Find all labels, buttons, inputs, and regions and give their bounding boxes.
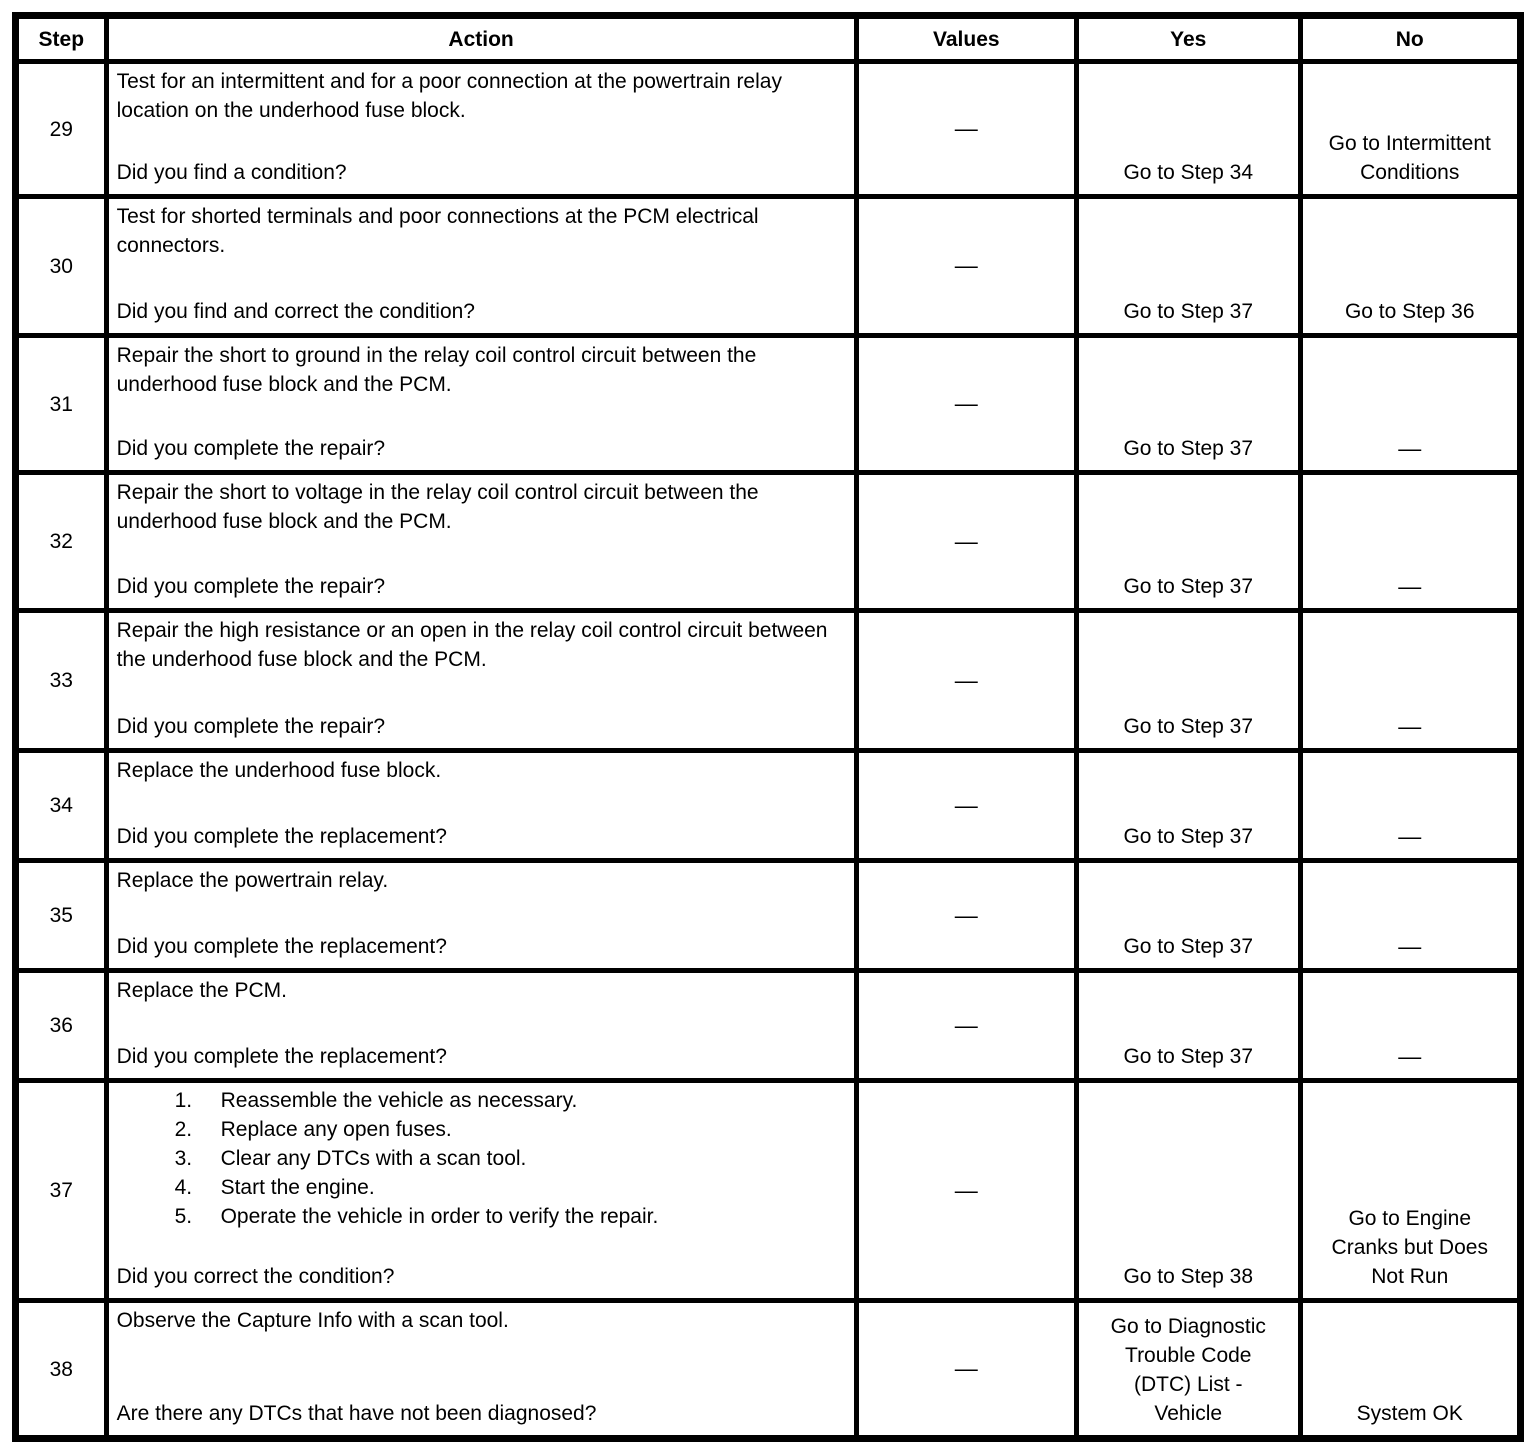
no-text: System OK (1356, 1402, 1463, 1425)
list-item-text: Start the engine. (220, 1176, 375, 1199)
no-cell (1300, 751, 1521, 861)
values-cell (856, 971, 1076, 1081)
step-number: 34 (49, 794, 73, 817)
step-cell (16, 197, 107, 336)
list-item (117, 1202, 850, 1231)
action-question: Did you complete the repair? (116, 437, 386, 460)
action-text: Replace the underhood fuse block. (116, 759, 442, 782)
header-row (16, 16, 1521, 62)
step-cell (16, 611, 107, 751)
list-item (117, 1144, 850, 1173)
action-text: Test for shorted terminals and poor connections at the PCM electrical connectors. (116, 205, 759, 257)
list-item-number: 5. (174, 1205, 193, 1228)
table-row-step-29 (16, 62, 1521, 197)
step-cell (16, 751, 107, 861)
table-row-step-38 (16, 1301, 1521, 1439)
yes-cell (1077, 861, 1300, 971)
yes-cell (1077, 1301, 1300, 1439)
action-cell (106, 473, 856, 611)
values-cell (856, 611, 1076, 751)
values-cell (856, 751, 1076, 861)
yes-text: Go to Step 37 (1123, 575, 1254, 598)
column-header-values: Values (856, 16, 1076, 62)
action-numbered-list (117, 1086, 850, 1231)
table-row-step-36 (16, 971, 1521, 1081)
step-number: 31 (49, 392, 73, 416)
yes-cell (1077, 751, 1300, 861)
action-text: Repair the short to ground in the relay coil control circuit between the underhood fuse block and the PCM. (116, 344, 757, 396)
no-dash: — (1398, 933, 1422, 959)
values-dash: — (954, 666, 978, 693)
no-cell (1300, 611, 1521, 751)
yes-text: Go to Step 37 (1123, 715, 1254, 738)
table-row-step-30 (16, 197, 1521, 336)
action-question: Did you complete the replacement? (116, 1045, 447, 1068)
action-cell (106, 751, 856, 861)
action-cell (106, 197, 856, 336)
table-row-step-37 (16, 1081, 1521, 1301)
action-text: Repair the short to voltage in the relay coil control circuit between the underhood fuse block and the PCM. (116, 481, 759, 533)
values-cell (856, 336, 1076, 473)
step-cell (16, 473, 107, 611)
action-question: Did you complete the replacement? (116, 935, 447, 958)
action-question: Did you complete the replacement? (116, 825, 447, 848)
step-number: 35 (49, 904, 73, 927)
step-number: 29 (49, 117, 73, 141)
no-cell (1300, 197, 1521, 336)
values-cell (856, 861, 1076, 971)
values-cell (856, 62, 1076, 197)
yes-cell (1077, 62, 1300, 197)
yes-text: Go to Step 37 (1123, 825, 1254, 848)
step-cell (16, 861, 107, 971)
column-header-no: No (1300, 16, 1521, 62)
action-cell (106, 1081, 856, 1301)
table-row-step-31 (16, 336, 1521, 473)
no-cell (1300, 1081, 1521, 1301)
action-cell (106, 971, 856, 1081)
yes-text: Go to Step 37 (1123, 1045, 1254, 1068)
step-number: 36 (49, 1014, 73, 1037)
values-cell (856, 1081, 1076, 1301)
no-cell (1300, 336, 1521, 473)
yes-text: Go to Step 34 (1123, 161, 1254, 184)
action-cell (106, 1301, 856, 1439)
values-cell (856, 1301, 1076, 1439)
yes-text: Go to Step 37 (1123, 437, 1254, 460)
no-text: Go to Step 36 (1344, 300, 1475, 323)
yes-text: Go to Step 38 (1123, 1265, 1254, 1288)
values-dash: — (954, 1176, 978, 1203)
action-question: Are there any DTCs that have not been diagnosed? (116, 1402, 597, 1425)
yes-cell (1077, 473, 1300, 611)
step-cell (16, 62, 107, 197)
table-row-step-33 (16, 611, 1521, 751)
yes-text: Go to Step 37 (1123, 300, 1254, 323)
action-text: Replace the powertrain relay. (116, 869, 389, 892)
values-dash: — (954, 527, 978, 554)
step-cell (16, 1301, 107, 1439)
list-item-number: 1. (174, 1089, 193, 1112)
no-dash: — (1398, 573, 1422, 599)
action-question: Did you correct the condition? (116, 1265, 395, 1288)
no-dash: — (1398, 435, 1422, 461)
action-text: Test for an intermittent and for a poor connection at the powertrain relay location on the underhood fuse block. (116, 70, 782, 122)
yes-cell (1077, 611, 1300, 751)
table-row-step-34 (16, 751, 1521, 861)
table-row-step-32 (16, 473, 1521, 611)
step-number: 38 (49, 1357, 73, 1381)
column-header-step: Step (16, 16, 107, 62)
values-cell (856, 197, 1076, 336)
step-number: 32 (49, 530, 73, 553)
step-number: 33 (49, 669, 73, 692)
list-item (117, 1173, 850, 1202)
values-dash: — (954, 390, 978, 416)
action-question: Did you complete the repair? (116, 575, 386, 598)
action-cell (106, 861, 856, 971)
no-text: Go to Intermittent Conditions (1328, 132, 1491, 184)
yes-cell (1077, 1081, 1300, 1301)
list-item (117, 1115, 850, 1144)
action-cell (106, 62, 856, 197)
yes-text: Go to Step 37 (1123, 935, 1254, 958)
values-dash: — (954, 901, 978, 928)
values-cell (856, 473, 1076, 611)
action-question: Did you find and correct the condition? (116, 300, 475, 323)
action-question: Did you find a condition? (116, 161, 347, 184)
yes-cell (1077, 971, 1300, 1081)
values-dash: — (954, 791, 978, 818)
action-text: Replace the PCM. (116, 979, 288, 1002)
values-dash: — (954, 1355, 978, 1381)
no-text: Go to Engine Cranks but Does Not Run (1331, 1207, 1488, 1288)
no-cell (1300, 971, 1521, 1081)
list-item-text: Reassemble the vehicle as necessary. (220, 1089, 578, 1112)
column-header-action: Action (106, 16, 856, 62)
step-number: 30 (49, 254, 73, 278)
column-header-yes: Yes (1077, 16, 1300, 62)
no-dash: — (1398, 713, 1422, 739)
list-item-number: 4. (174, 1176, 193, 1199)
values-dash: — (954, 1011, 978, 1038)
list-item-number: 3. (174, 1147, 193, 1170)
no-cell (1300, 1301, 1521, 1439)
action-question: Did you complete the repair? (116, 715, 386, 738)
action-text: Observe the Capture Info with a scan tool. (116, 1309, 509, 1332)
action-text: Repair the high resistance or an open in the relay coil control circuit between the underhood fuse block and the PCM. (116, 619, 828, 671)
step-cell (16, 971, 107, 1081)
list-item-text: Replace any open fuses. (220, 1118, 452, 1141)
no-dash: — (1398, 1043, 1422, 1069)
table-row-step-35 (16, 861, 1521, 971)
step-cell (16, 1081, 107, 1301)
no-cell (1300, 473, 1521, 611)
action-cell (106, 336, 856, 473)
values-dash: — (954, 115, 978, 141)
action-cell (106, 611, 856, 751)
yes-cell (1077, 197, 1300, 336)
list-item-text: Clear any DTCs with a scan tool. (220, 1147, 527, 1170)
list-item-number: 2. (174, 1118, 193, 1141)
list-item (117, 1086, 850, 1115)
no-dash: — (1398, 823, 1422, 849)
yes-cell (1077, 336, 1300, 473)
diagnostic-step-table (12, 12, 1524, 1442)
yes-text: Go to Diagnostic Trouble Code (DTC) List - Vehicle (1110, 1315, 1266, 1425)
step-number: 37 (49, 1179, 73, 1202)
no-cell (1300, 861, 1521, 971)
step-cell (16, 336, 107, 473)
list-item-text: Operate the vehicle in order to verify the repair. (220, 1205, 659, 1228)
values-dash: — (954, 252, 978, 278)
no-cell (1300, 62, 1521, 197)
